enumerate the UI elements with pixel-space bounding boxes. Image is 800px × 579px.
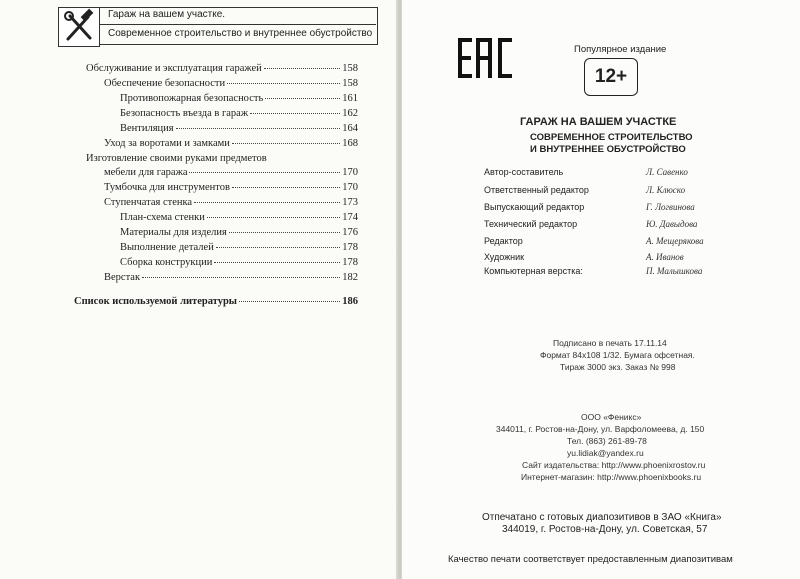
toc-entry: Верстак 182 <box>104 272 358 283</box>
credit-role: Ответственный редактор <box>484 185 589 195</box>
imprint-format: Формат 84x108 1/32. Бумага офсетная. <box>540 350 695 360</box>
publisher-shop: Интернет-магазин: http://www.phoenixbooks.ru <box>521 472 702 482</box>
credit-name: Л. Савенко <box>646 167 688 177</box>
toc-entry: Ступенчатая стенка 173 <box>104 197 358 208</box>
toc-entry: Тумбочка для инструментов 170 <box>104 182 358 193</box>
header-book-subtitle: Современное строительство и внутреннее обустройство <box>108 28 373 39</box>
credit-name: П. Малышкова <box>646 266 703 276</box>
toc-entry: Обеспечение безопасности 158 <box>104 78 358 89</box>
credit-name: Ю. Давыдова <box>646 219 698 229</box>
edition-type: Популярное издание <box>574 44 667 55</box>
toc-entry: План-схема стенки 174 <box>120 212 358 223</box>
header-divider <box>100 24 376 25</box>
printer-line1: Отпечатано с готовых диапозитивов в ЗАО «Книга» <box>482 512 722 523</box>
left-page <box>0 0 398 579</box>
book-subtitle-line1: СОВРЕМЕННОЕ СТРОИТЕЛЬСТВО <box>530 132 693 143</box>
print-quality-note: Качество печати соответствует предоставленным диапозитивам <box>448 554 733 565</box>
credit-role: Выпускающий редактор <box>484 202 585 212</box>
toc-entry: Сборка конструкции 178 <box>120 257 358 268</box>
toc-entry: Противопожарная безопасность 161 <box>120 93 358 104</box>
publisher-phone: Тел. (863) 261-89-78 <box>567 436 647 446</box>
publisher-site: Сайт издательства: http://www.phoenixrostov.ru <box>522 460 706 470</box>
eac-certification-mark <box>456 36 516 80</box>
imprint-run: Тираж 3000 экз. Заказ № 998 <box>560 362 676 372</box>
publisher-address: 344011, г. Ростов-на-Дону, ул. Варфоломеева, д. 150 <box>496 424 705 434</box>
credit-name: А. Мещерякова <box>646 236 704 246</box>
toc-entry: Обслуживание и эксплуатация гаражей 158 <box>86 63 358 74</box>
toc-entry-bibliography: Список используемой литературы 186 <box>74 296 358 307</box>
publisher-email: yu.lidiak@yandex.ru <box>567 448 644 458</box>
credit-role: Компьютерная верстка: <box>484 266 583 276</box>
toc-entry: Безопасность въезда в гараж 162 <box>120 108 358 119</box>
credit-role: Автор-составитель <box>484 167 564 177</box>
toc-entry: Выполнение деталей 178 <box>120 242 358 253</box>
imprint-signed: Подписано в печать 17.11.14 <box>553 338 667 348</box>
credit-role: Редактор <box>484 236 523 246</box>
hammer-wrench-icon <box>58 7 100 47</box>
publisher-name: ООО «Феникс» <box>581 412 642 422</box>
book-title: ГАРАЖ НА ВАШЕМ УЧАСТКЕ <box>520 116 677 128</box>
toc-entry: Уход за воротами и замками 168 <box>104 138 358 149</box>
age-rating-badge: 12+ <box>584 58 638 96</box>
toc-entry: Изготовление своими руками предметов <box>86 153 267 164</box>
book-subtitle-line2: И ВНУТРЕННЕЕ ОБУСТРОЙСТВО <box>530 144 686 155</box>
credit-name: Г. Логвинова <box>646 202 695 212</box>
credit-role: Художник <box>484 252 525 262</box>
toc-entry: Материалы для изделия 176 <box>120 227 358 238</box>
credit-name: А. Иванов <box>646 252 684 262</box>
credit-name: Л. Клюско <box>646 185 686 195</box>
header-book-title: Гараж на вашем участке. <box>108 9 226 20</box>
toc-entry: мебели для гаража 170 <box>104 167 358 178</box>
printer-line2: 344019, г. Ростов-на-Дону, ул. Советская, 57 <box>502 524 708 535</box>
credit-role: Технический редактор <box>484 219 578 229</box>
toc-entry: Вентиляция 164 <box>120 123 358 134</box>
